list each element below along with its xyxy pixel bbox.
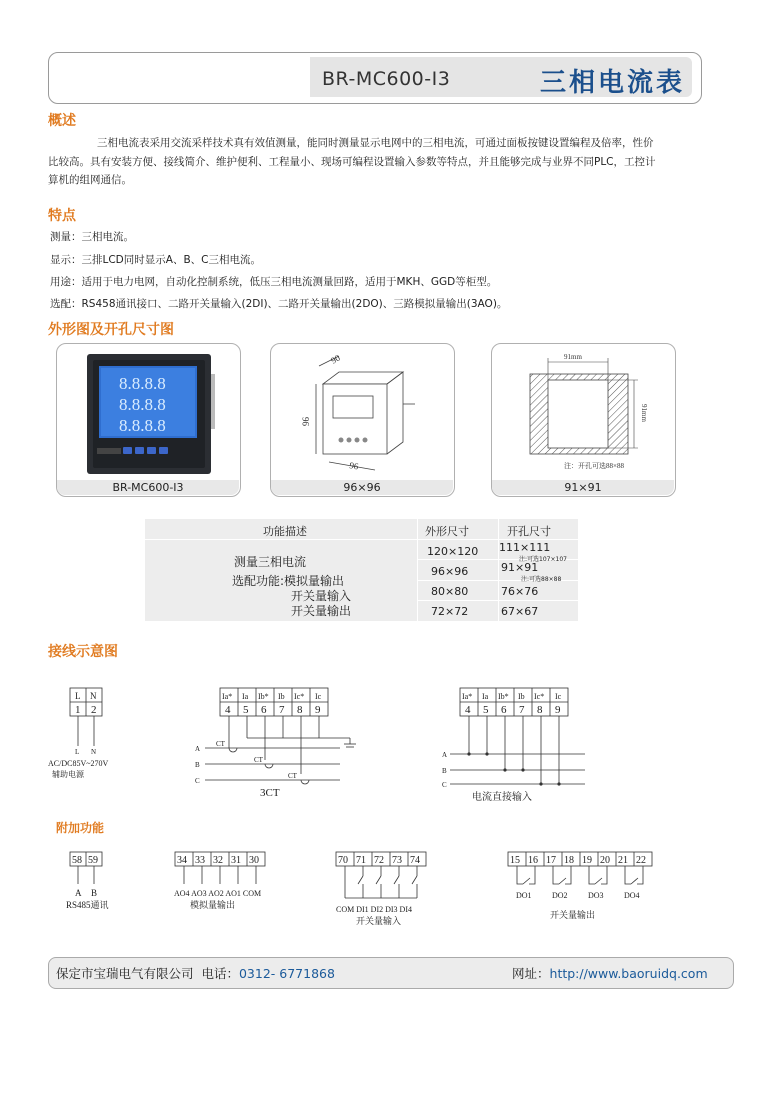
direct-num: 7 — [519, 704, 525, 716]
dim-96-height: 96 — [301, 417, 311, 426]
ct-caption: 3CT — [260, 787, 280, 799]
table-desc: 开关量输入 — [291, 589, 352, 603]
direct-phase-a: A — [442, 751, 448, 759]
table-header: 功能描述 — [263, 525, 307, 538]
do-num: 15 — [510, 855, 520, 866]
wiring-heading: 接线示意图 — [48, 644, 118, 660]
dim-90: 90 — [329, 352, 342, 366]
ao-num: 31 — [231, 855, 241, 866]
ct-num: 4 — [225, 704, 231, 716]
ao-num: 32 — [213, 855, 223, 866]
overview-line-1: 三相电流表采用交流采样技术真有效值测量，能同时测量显示电网中的三相电流，可通过面板按键设置编程及倍率，性价 — [97, 137, 654, 149]
power-num-2: 2 — [91, 704, 97, 716]
direct-num: 4 — [465, 704, 471, 716]
di-caption: 开关量输入 — [356, 916, 402, 926]
ct-term: Ic* — [294, 692, 305, 701]
di-labels: COM DI1 DI2 DI3 DI4 — [336, 905, 412, 914]
do-label: DO2 — [552, 891, 568, 900]
ct-num: 7 — [279, 704, 285, 716]
do-num: 19 — [582, 855, 592, 866]
di-num: 71 — [356, 855, 366, 866]
do-num: 17 — [546, 855, 556, 866]
extra-heading: 附加功能 — [56, 821, 105, 835]
direct-caption: 电流直接输入 — [472, 792, 532, 803]
caption-outline: 96×96 — [271, 480, 453, 495]
ct-num: 5 — [243, 704, 249, 716]
di-num: 72 — [374, 855, 384, 866]
do-num: 16 — [528, 855, 538, 866]
rs485-caption: RS485通讯 — [66, 900, 109, 910]
extra-wiring-diagram — [50, 846, 690, 936]
wiring-diagram — [40, 680, 660, 810]
feature-item: 显示：三排LCD同时显示A、B、C三相电流。 — [50, 254, 261, 266]
page-title: 三相电流表 — [540, 68, 686, 98]
table-size: 96×96 — [431, 565, 469, 578]
cutout-drawing-box — [491, 343, 676, 497]
di-num: 70 — [338, 855, 348, 866]
rs485-label-b: B — [91, 888, 98, 898]
do-label: DO3 — [588, 891, 604, 900]
ao-num: 30 — [249, 855, 259, 866]
ct-phase-a: A — [195, 745, 201, 753]
rs485-label-a: A — [75, 888, 82, 898]
footer-web — [512, 964, 708, 982]
rs485-num: 59 — [88, 855, 98, 866]
table-header: 外形尺寸 — [425, 525, 469, 538]
ao-num: 34 — [177, 855, 187, 866]
table-size: 80×80 — [431, 585, 469, 598]
do-label: DO1 — [516, 891, 532, 900]
ct-label: CT — [216, 740, 225, 748]
ct-phase-b: B — [195, 761, 200, 769]
lcd-row-2: 8.8.8.8 — [119, 395, 166, 414]
meter-photo — [57, 344, 240, 496]
direct-term: Ib — [518, 692, 525, 701]
ct-num: 9 — [315, 704, 321, 716]
do-num: 20 — [600, 855, 610, 866]
overview-line-3: 算机的组网通信。 — [48, 174, 132, 186]
feature-item: 选配：RS458通讯接口、二路开关量输入(2DI)、二路开关量输出(2DO)、三路模拟量输出(3AO)。 — [50, 298, 508, 310]
table-cutout: 91×91 — [501, 561, 539, 574]
outline-drawing-box — [270, 343, 455, 497]
feature-item: 测量：三相电流。 — [50, 231, 134, 243]
do-num: 22 — [636, 855, 646, 866]
power-label: AC/DC85V~270V — [48, 759, 109, 768]
table-desc: 开关量输出 — [291, 604, 352, 618]
direct-term: Ic — [555, 692, 562, 701]
outline-drawing — [271, 344, 454, 496]
feature-item: 用途：适用于电力电网，自动化控制系统，低压三相电流测量回路，适用于MKH、GGD等柜型。 — [50, 276, 498, 288]
dims-heading: 外形图及开孔尺寸图 — [48, 322, 174, 338]
direct-term: Ia* — [462, 692, 473, 701]
di-num: 73 — [392, 855, 402, 866]
overview-line-2: 比较高。具有安装方便、接线简介、维护便利、工程量小、现场可编程设置输入参数等特点，并且能够完成与业界不同PLC，工控计 — [48, 156, 656, 168]
power-bottom-n: N — [91, 748, 97, 756]
direct-num: 9 — [555, 704, 561, 716]
ct-label: CT — [288, 772, 297, 780]
ao-num: 33 — [195, 855, 205, 866]
meter-photo-box — [56, 343, 241, 497]
dim-91-width: 91mm — [564, 353, 582, 361]
table-cutout: 76×76 — [501, 585, 539, 598]
spec-table — [145, 519, 578, 621]
model-number: BR-MC600-I3 — [322, 68, 451, 90]
cutout-drawing — [492, 344, 675, 496]
table-desc: 测量三相电流 — [234, 555, 307, 569]
power-label-2: 辅助电源 — [52, 770, 84, 779]
table-header: 开孔尺寸 — [507, 525, 551, 538]
ct-num: 8 — [297, 704, 303, 716]
ct-label: CT — [254, 756, 263, 764]
web-label: 网址： — [512, 966, 550, 981]
table-size: 72×72 — [431, 605, 469, 618]
table-cutout: 111×111 — [499, 541, 551, 554]
direct-phase-b: B — [442, 767, 447, 775]
company-name: 保定市宝瑞电气有限公司 — [56, 966, 194, 981]
footer-contact — [56, 964, 335, 982]
direct-term: Ib* — [498, 692, 509, 701]
web-link[interactable]: http://www.baoruidq.com — [549, 966, 708, 981]
power-term-l: L — [75, 691, 81, 701]
direct-num: 6 — [501, 704, 507, 716]
tel-label: 电话： — [201, 966, 239, 981]
do-num: 21 — [618, 855, 628, 866]
ct-term: Ia — [242, 692, 249, 701]
ao-labels: AO4 AO3 AO2 AO1 COM — [174, 889, 262, 898]
cutout-note: 注：开孔可选88×88 — [564, 462, 624, 470]
do-num: 18 — [564, 855, 574, 866]
power-term-n: N — [90, 691, 97, 701]
table-cutout: 67×67 — [501, 605, 539, 618]
direct-term: Ic* — [534, 692, 545, 701]
ct-term: Ib* — [258, 692, 269, 701]
dim-96-width: 96 — [348, 460, 360, 472]
power-num-1: 1 — [75, 704, 81, 716]
caption-meter: BR-MC600-I3 — [57, 480, 239, 495]
table-note: 注:可选107×107 — [519, 556, 567, 563]
table-desc: 选配功能:模拟量输出 — [232, 574, 345, 588]
features-heading: 特点 — [48, 208, 76, 224]
table-size: 120×120 — [427, 545, 479, 558]
lcd-row-3: 8.8.8.8 — [119, 416, 166, 435]
power-bottom-l: L — [75, 748, 80, 756]
do-label: DO4 — [624, 891, 640, 900]
caption-cutout: 91×91 — [492, 480, 674, 495]
lcd-row-1: 8.8.8.8 — [119, 374, 166, 393]
ct-term: Ic — [315, 692, 322, 701]
ao-caption: 模拟量输出 — [190, 900, 236, 910]
ct-phase-c: C — [195, 777, 200, 785]
ct-term: Ia* — [222, 692, 233, 701]
direct-term: Ia — [482, 692, 489, 701]
dim-91-height: 91mm — [640, 404, 648, 422]
tel-number: 0312- 6771868 — [238, 966, 335, 981]
ct-num: 6 — [261, 704, 267, 716]
do-caption: 开关量输出 — [550, 910, 596, 920]
table-note: 注:可选88×88 — [521, 576, 562, 583]
di-num: 74 — [410, 855, 420, 866]
ct-term: Ib — [278, 692, 285, 701]
direct-phase-c: C — [442, 781, 447, 789]
rs485-num: 58 — [72, 855, 82, 866]
direct-num: 5 — [483, 704, 489, 716]
direct-num: 8 — [537, 704, 543, 716]
overview-heading: 概述 — [48, 113, 76, 129]
